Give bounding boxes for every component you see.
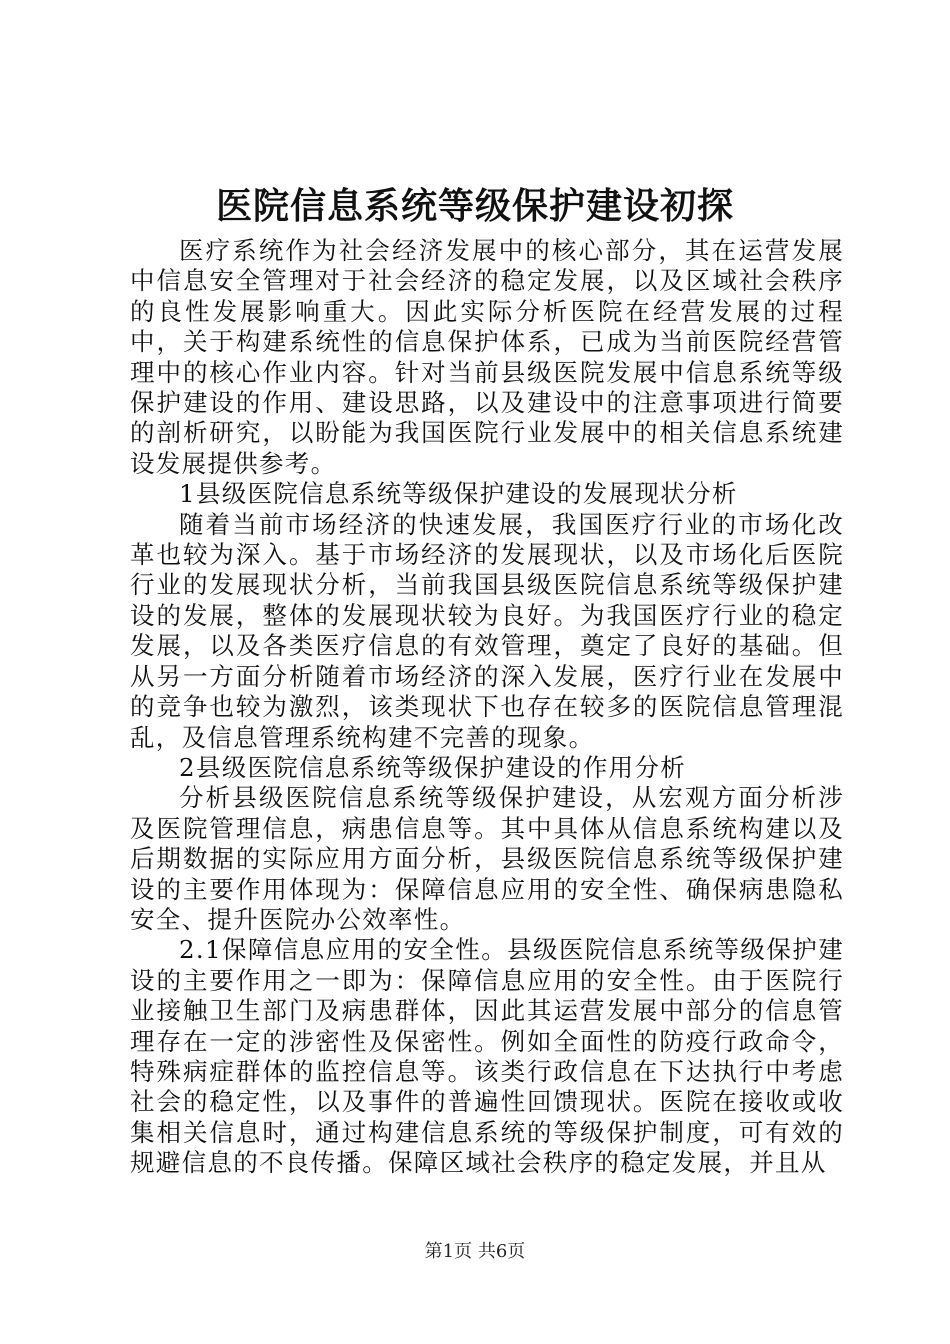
document-title: 医院信息系统等级保护建设初探 xyxy=(215,186,734,227)
subsection-2-1-paragraph: 2.1保障信息应用的安全性。县级医院信息系统等级保护建设的主要作用之一即为：保障信息应用的安全性。由于医院行业接触卫生部门及病患群体，因此其运营发展中部分的信息管理存在一定的涉密性及保密性。例如全面性的防疫行政命令，特殊病症群体的监控信息等。该类行政信息在下达执行中考虑社会的稳定性，以及事件的普遍性回馈现状。医院在接收或收集相关信息时，通过构建信息系统的等级保护制度，可有效的规避信息的不良传播。保障区域社会秩序的稳定发展，并且从 xyxy=(130,935,844,1178)
intro-paragraph: 医疗系统作为社会经济发展中的核心部分，其在运营发展中信息安全管理对于社会经济的稳定发展，以及区域社会秩序的良性发展影响重大。因此实际分析医院在经营发展的过程中，关于构建系统性的信息保护体系，已成为当前医院经营管理中的核心作业内容。针对当前县级医院发展中信息系统等级保护建设的作用、建设思路，以及建设中的注意事项进行简要的剖析研究，以盼能为我国医院行业发展中的相关信息系统建设发展提供参考。 xyxy=(130,236,844,478)
section-heading-2: 2县级医院信息系统等级保护建设的作用分析 xyxy=(179,752,687,782)
document-body xyxy=(130,236,844,1179)
section-2-paragraph: 分析县级医院信息系统等级保护建设，从宏观方面分析涉及医院管理信息，病患信息等。其中具体从信息系统构建以及后期数据的实际应用方面分析，县级医院信息系统等级保护建设的主要作用体现为：保障信息应用的安全性、确保病患隐私安全、提升医院办公效率性。 xyxy=(130,783,844,934)
page-footer: 第1页 共6页 xyxy=(424,1241,526,1262)
section-heading-1: 1县级医院信息系统等级保护建设的发展现状分析 xyxy=(179,479,738,509)
section-1-paragraph: 随着当前市场经济的快速发展，我国医疗行业的市场化改革也较为深入。基于市场经济的发展现状，以及市场化后医院行业的发展现状分析，当前我国县级医院信息系统等级保护建设的发展，整体的发展现状较为良好。为我国医疗行业的稳定发展，以及各类医疗信息的有效管理，奠定了良好的基础。但从另一方面分析随着市场经济的深入发展，医疗行业在发展中的竞争也较为激烈，该类现状下也存在较多的医院信息管理混乱，及信息管理系统构建不完善的现象。 xyxy=(130,509,844,752)
